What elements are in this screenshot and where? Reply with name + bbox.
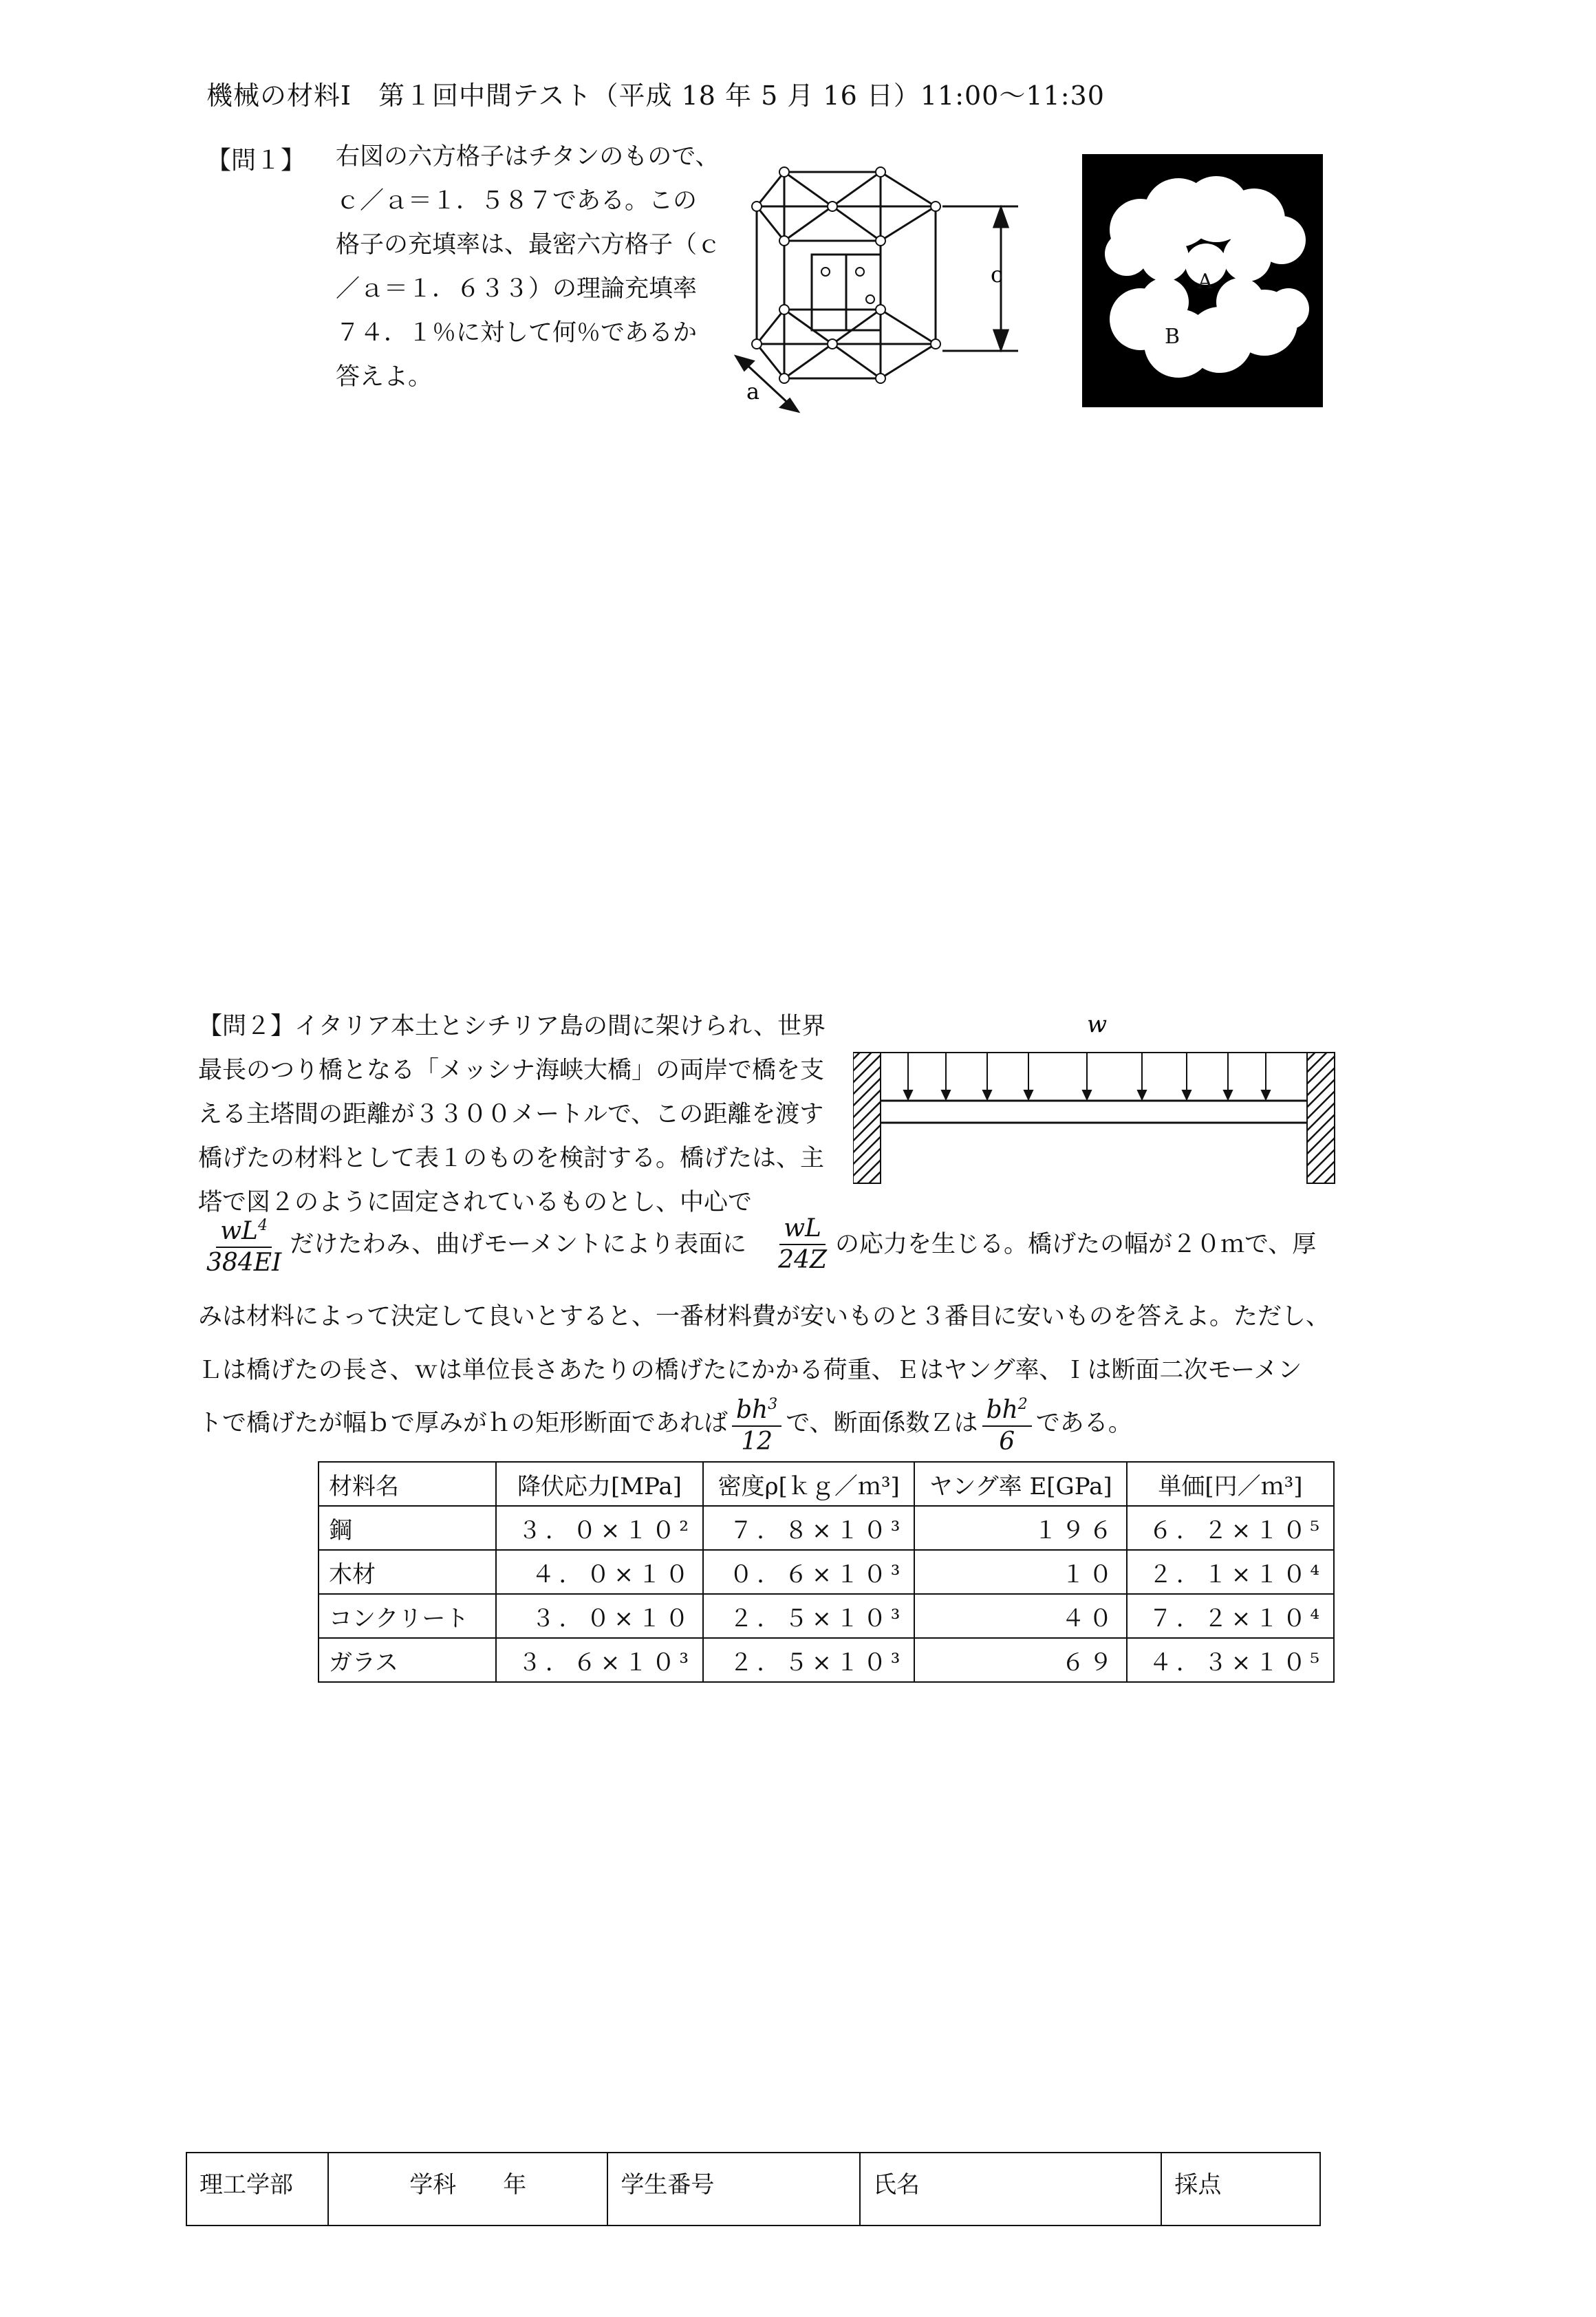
density: ０．６×１０³ [703,1550,914,1594]
material-name: ガラス [319,1638,496,1682]
question-2-text [198,1004,826,1225]
q2-line: だけたわみ、曲げモーメントにより表面に [290,1231,747,1258]
question-2-label: 【問２】 [198,1013,295,1040]
material-table [318,1461,1335,1683]
table-row [319,1550,1334,1594]
q1-line: ／ａ＝１．６３３）の理論充填率 [336,275,698,303]
q1-line: ７４．１％に対して何％であるか [336,319,698,347]
density: ２．５×１０³ [703,1594,914,1638]
q1-line: 右図の六方格子はチタンのもので、 [336,143,720,171]
yield-stress: ３．０×１０ [496,1594,703,1638]
youngs-modulus: １０ [914,1550,1127,1594]
stress-fraction [774,1214,831,1275]
q2-formula-line-2 [198,1390,1132,1457]
density: ２．５×１０³ [703,1638,914,1682]
exam-title: 機械の材料Ⅰ 第１回中間テスト（平成 18 年 5 月 16 日）11:00〜11:30 [206,80,1105,111]
frac-den: 12 [741,1427,773,1456]
student-info-table [186,2152,1321,2226]
q2-line: イタリア本土とシチリア島の間に架けられ、世界 [294,1013,826,1040]
c-axis-label: c [991,261,1003,288]
yield-stress: ４．０×１０ [496,1550,703,1594]
q1-line: 格子の充填率は、最密六方格子（ｃ [336,231,722,259]
table-header-row [319,1462,1334,1506]
q2-line: で、断面係数Ｚは [786,1410,978,1437]
q1-line: ｃ／ａ＝１．５８７である。この [336,187,698,215]
youngs-modulus: １９６ [914,1506,1127,1550]
q2-line: える主塔間の距離が３３００メートルで、この距離を渡す [198,1101,824,1128]
second-moment-fraction [732,1390,781,1457]
q2-line: みは材料によって決定して良いとすると、一番材料費が安いものと３番目に安いものを答えよ。ただし、 [198,1303,1330,1330]
column-header: ヤング率 E[GPa] [914,1462,1127,1506]
frac-den: 6 [999,1427,1015,1456]
frac-num-sup: 4 [257,1217,268,1234]
frac-num: wL [779,1214,826,1245]
q2-line: の応力を生じる。橋げたの幅が２０ｍで、厚 [835,1231,1317,1258]
hcp-lattice-diagram [729,151,1073,427]
frac-num-sup: 2 [1017,1396,1028,1413]
q2-line: である。 [1035,1410,1132,1437]
frac-num: bh [986,1396,1018,1424]
q2-line: 橋げたの材料として表１のものを検討する。橋げたは、主 [198,1145,825,1172]
micrograph-photo [1082,154,1323,407]
yield-stress: ３．０×１０² [496,1506,703,1550]
column-header: 密度ρ[ｋｇ／ｍ³] [703,1462,914,1506]
q2-line: Ｌは橋げたの長さ、ｗは単位長さあたりの橋げたにかかる荷重、Ｅはヤング率、Ｉは断面二次モーメン [198,1357,1302,1384]
frac-num: bh [736,1396,768,1424]
section-modulus-fraction [982,1390,1032,1457]
name-field[interactable]: 氏名 [860,2153,1161,2226]
density: ７．８×１０³ [703,1506,914,1550]
unit-price: ６．２×１０⁵ [1127,1506,1334,1550]
column-header: 単価[円／ｍ³] [1127,1462,1334,1506]
yield-stress: ３．６×１０³ [496,1638,703,1682]
q2-formula-line [198,1211,1316,1278]
q2-line: トで橋げたが幅ｂで厚みがｈの矩形断面であれば [198,1410,729,1437]
unit-price: ７．２×１０⁴ [1127,1594,1334,1638]
unit-price: ４．３×１０⁵ [1127,1638,1334,1682]
frac-den: 24Z [778,1246,827,1274]
q2-line: 最長のつり橋となる「メッシナ海峡大橋」の両岸で橋を支 [198,1057,825,1084]
frac-den: 384EI [206,1249,282,1277]
unit-price: ２．１×１０⁴ [1127,1550,1334,1594]
faculty-cell: 理工学部 [186,2153,328,2226]
student-number-field[interactable]: 学生番号 [607,2153,860,2226]
q2-line: 塔で図２のように固定されているものとし、中心で [198,1189,753,1216]
q1-line: 答えよ。 [336,363,433,391]
column-header: 降伏応力[MPa] [496,1462,703,1506]
frac-num: wL [220,1217,258,1245]
material-name: コンクリート [319,1594,496,1638]
frac-num-sup: 3 [768,1396,778,1413]
deflection-fraction [202,1211,285,1278]
a-axis-label: a [746,378,760,405]
load-label: w [1087,1011,1108,1038]
youngs-modulus: ４０ [914,1594,1127,1638]
material-name: 木材 [319,1550,496,1594]
youngs-modulus: ６９ [914,1638,1127,1682]
table-row [319,1506,1334,1550]
table-row [319,1594,1334,1638]
table-row [319,1638,1334,1682]
department-year-field[interactable]: 学科 年 [328,2153,607,2226]
question-1-text [336,135,721,399]
question-1-label: 【問１】 [206,147,306,175]
score-field: 採点 [1161,2153,1320,2226]
material-name: 鋼 [319,1506,496,1550]
photo-label-a: A [1198,270,1213,294]
fixed-beam-diagram [853,1011,1348,1190]
column-header: 材料名 [319,1462,496,1506]
photo-label-b: B [1165,325,1180,349]
